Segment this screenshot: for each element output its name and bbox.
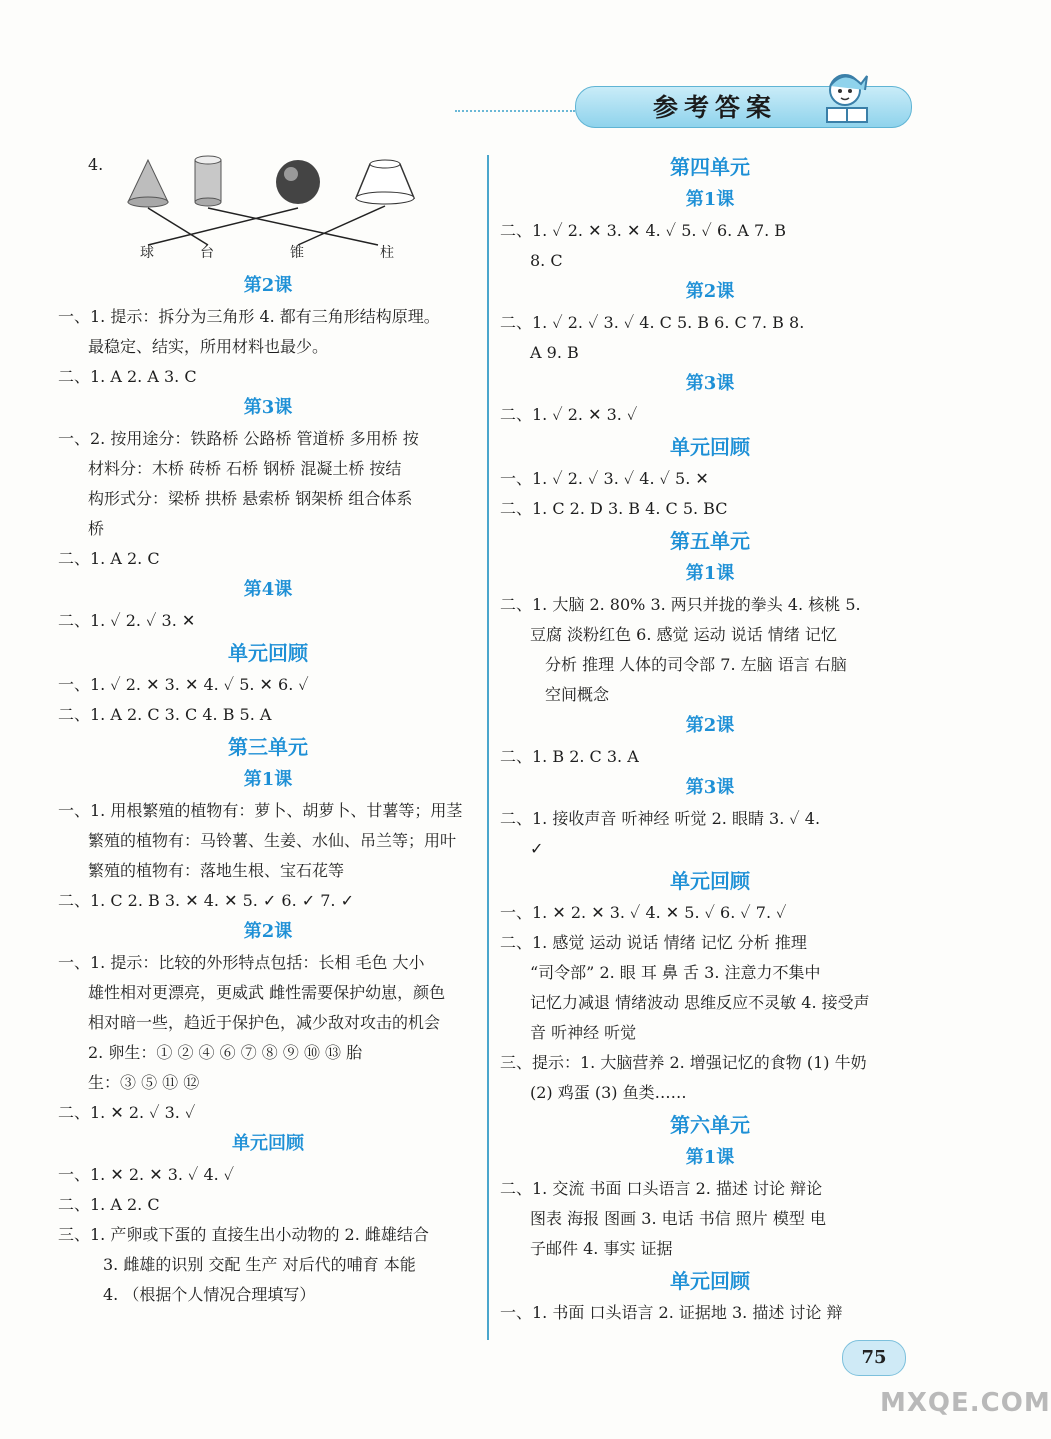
- lesson-heading: 第3课: [685, 373, 735, 394]
- answer-line: 2. 卵生：① ② ④ ⑥ ⑦ ⑧ ⑨ ⑩ ⑬ 胎: [88, 1043, 363, 1062]
- answer-line: 二、1. 接收声音 听神经 听觉 2. 眼睛 3. ✓ 4.: [500, 809, 821, 828]
- answer-line: 三、1. 产卵或下蛋的 直接生出小动物的 2. 雌雄结合: [58, 1225, 429, 1244]
- lesson-heading: 第2课: [243, 275, 293, 296]
- shapes-svg: [58, 150, 478, 245]
- answer-line: 繁殖的植物有：马铃薯、生姜、水仙、吊兰等；用叶: [88, 831, 457, 850]
- lesson-heading: 第2课: [685, 281, 735, 302]
- answer-line: 豆腐 淡粉红色 6. 感觉 运动 说话 情绪 记忆: [530, 625, 837, 644]
- watermark-text: MXQE.COM: [880, 1388, 1051, 1418]
- answer-line: 一、2. 按用途分：铁路桥 公路桥 管道桥 多用桥 按: [58, 429, 419, 448]
- unit-heading: 第五单元: [670, 529, 750, 553]
- lesson-heading: 第1课: [685, 563, 735, 584]
- answer-line: 二、1. A 2. C: [58, 549, 160, 568]
- answer-line: ✓: [530, 839, 544, 858]
- unit-heading: 第六单元: [670, 1113, 750, 1137]
- answer-line: 一、1. ✓ 2. ✕ 3. ✕ 4. ✓ 5. ✕ 6. ✓: [58, 675, 309, 694]
- answer-line: 雄性相对更漂亮，更威武 雌性需要保护幼崽，颜色: [88, 983, 446, 1002]
- answer-line: (2) 鸡蛋 (3) 鱼类……: [530, 1083, 687, 1102]
- answer-line: 音 听神经 听觉: [530, 1023, 637, 1042]
- answer-line: 二、1. 交流 书面 口头语言 2. 描述 讨论 辩论: [500, 1179, 823, 1198]
- right-column: [500, 150, 920, 1328]
- answer-line: 8. C: [530, 251, 563, 270]
- answer-line: 分析 推理 人体的司令部 7. 左脑 语言 右脑: [545, 655, 847, 674]
- label-sphere: 球: [140, 245, 154, 261]
- answer-line: 二、1. ✓ 2. ✓ 3. ✓ 4. C 5. B 6. C 7. B 8.: [500, 313, 805, 332]
- answer-line: 二、1. 大脑 2. 80% 3. 两只并拢的拳头 4. 核桃 5.: [500, 595, 861, 614]
- answer-line: 最稳定、结实，所用材料也最少。: [88, 337, 329, 356]
- review-heading: 单元回顾: [670, 869, 750, 893]
- shape-matching-figure: [58, 150, 478, 270]
- answer-line: 一、1. 用根繁殖的植物有：萝卜、胡萝卜、甘薯等；用茎: [58, 801, 463, 820]
- answer-line: “司令部” 2. 眼 耳 鼻 舌 3. 注意力不集中: [530, 963, 821, 982]
- reading-girl-icon: [815, 68, 885, 130]
- lesson-heading: 第2课: [243, 921, 293, 942]
- review-heading: 单元回顾: [670, 435, 750, 459]
- page-title: 参考答案: [652, 93, 777, 122]
- answer-line: 图表 海报 图画 3. 电话 书信 照片 模型 电: [530, 1209, 826, 1228]
- answer-line: 生：③ ⑤ ⑪ ⑫: [88, 1073, 200, 1092]
- answer-line: 二、1. ✕ 2. ✓ 3. ✓: [58, 1103, 196, 1122]
- page-number: 75: [842, 1340, 906, 1376]
- answer-line: 二、1. A 2. C: [58, 1195, 160, 1214]
- left-column: [58, 150, 478, 1310]
- review-heading: 单元回顾: [232, 1133, 304, 1154]
- lesson-heading: 第1课: [685, 189, 735, 210]
- unit-heading: 第三单元: [228, 735, 308, 759]
- lesson-heading: 第3课: [243, 397, 293, 418]
- review-heading: 单元回顾: [670, 1269, 750, 1293]
- answer-line: 3. 雌雄的识别 交配 生产 对后代的哺育 本能: [103, 1255, 416, 1274]
- answer-line: 一、1. 提示：拆分为三角形 4. 都有三角形结构原理。: [58, 307, 440, 326]
- answer-line: 材料分：木桥 砖桥 石桥 钢桥 混凝土桥 按结: [88, 459, 402, 478]
- lesson-heading: 第3课: [685, 777, 735, 798]
- lesson-heading: 第1课: [685, 1147, 735, 1168]
- answer-line: A 9. B: [530, 343, 579, 362]
- answer-line: 二、1. C 2. B 3. ✕ 4. ✕ 5. ✓ 6. ✓ 7. ✓: [58, 891, 355, 910]
- answer-line: 二、1. B 2. C 3. A: [500, 747, 639, 766]
- answer-line: 二、1. ✓ 2. ✓ 3. ✕: [58, 611, 196, 630]
- cone-shape: [128, 160, 168, 202]
- answer-line: 构形式分：梁桥 拱桥 悬索桥 钢架桥 组合体系: [88, 489, 413, 508]
- answer-line: 二、1. A 2. A 3. C: [58, 367, 197, 386]
- question-4-label: 4.: [88, 155, 104, 174]
- header-dotted-line: [455, 110, 575, 112]
- answer-line: 一、1. 提示：比较的外形特点包括：长相 毛色 大小: [58, 953, 425, 972]
- unit-heading: 第四单元: [670, 155, 750, 179]
- lesson-heading: 第2课: [685, 715, 735, 736]
- label-frustum: 台: [200, 245, 214, 261]
- answer-line: 二、1. 感觉 运动 说话 情绪 记忆 分析 推理: [500, 933, 807, 952]
- answer-line: 记忆力减退 情绪波动 思维反应不灵敏 4. 接受声: [530, 993, 870, 1012]
- column-divider: [487, 155, 489, 1340]
- answer-line: 空间概念: [545, 685, 610, 704]
- answer-line: 4. （根据个人情况合理填写）: [103, 1285, 316, 1304]
- label-cone: 锥: [290, 245, 304, 261]
- cylinder-shape: [195, 160, 221, 202]
- answer-line: 一、1. ✕ 2. ✕ 3. ✓ 4. ✓: [58, 1165, 235, 1184]
- answer-line: 相对暗一些，趋近于保护色，减少敌对攻击的机会: [88, 1013, 441, 1032]
- lesson-heading: 第4课: [243, 579, 293, 600]
- answer-line: 三、提示：1. 大脑营养 2. 增强记忆的食物 (1) 牛奶: [500, 1053, 867, 1072]
- answer-line: 一、1. 书面 口头语言 2. 证据地 3. 描述 讨论 辩: [500, 1303, 843, 1322]
- sphere-shape: [276, 160, 320, 204]
- answer-line: 二、1. ✓ 2. ✕ 3. ✕ 4. ✓ 5. ✓ 6. A 7. B: [500, 221, 787, 240]
- answer-line: 一、1. ✓ 2. ✓ 3. ✓ 4. ✓ 5. ✕: [500, 469, 709, 488]
- answer-line: 二、1. A 2. C 3. C 4. B 5. A: [58, 705, 272, 724]
- review-heading: 单元回顾: [228, 641, 308, 665]
- answer-line: 繁殖的植物有：落地生根、宝石花等: [88, 861, 345, 880]
- label-cylinder: 柱: [380, 245, 394, 261]
- answer-line: 二、1. C 2. D 3. B 4. C 5. BC: [500, 499, 728, 518]
- answer-line: 子邮件 4. 事实 证据: [530, 1239, 673, 1258]
- answer-line: 桥: [88, 519, 105, 538]
- lesson-heading: 第1课: [243, 769, 293, 790]
- answer-line: 一、1. ✕ 2. ✕ 3. ✓ 4. ✕ 5. ✓ 6. ✓ 7. ✓: [500, 903, 787, 922]
- answer-line: 二、1. ✓ 2. ✕ 3. ✓: [500, 405, 638, 424]
